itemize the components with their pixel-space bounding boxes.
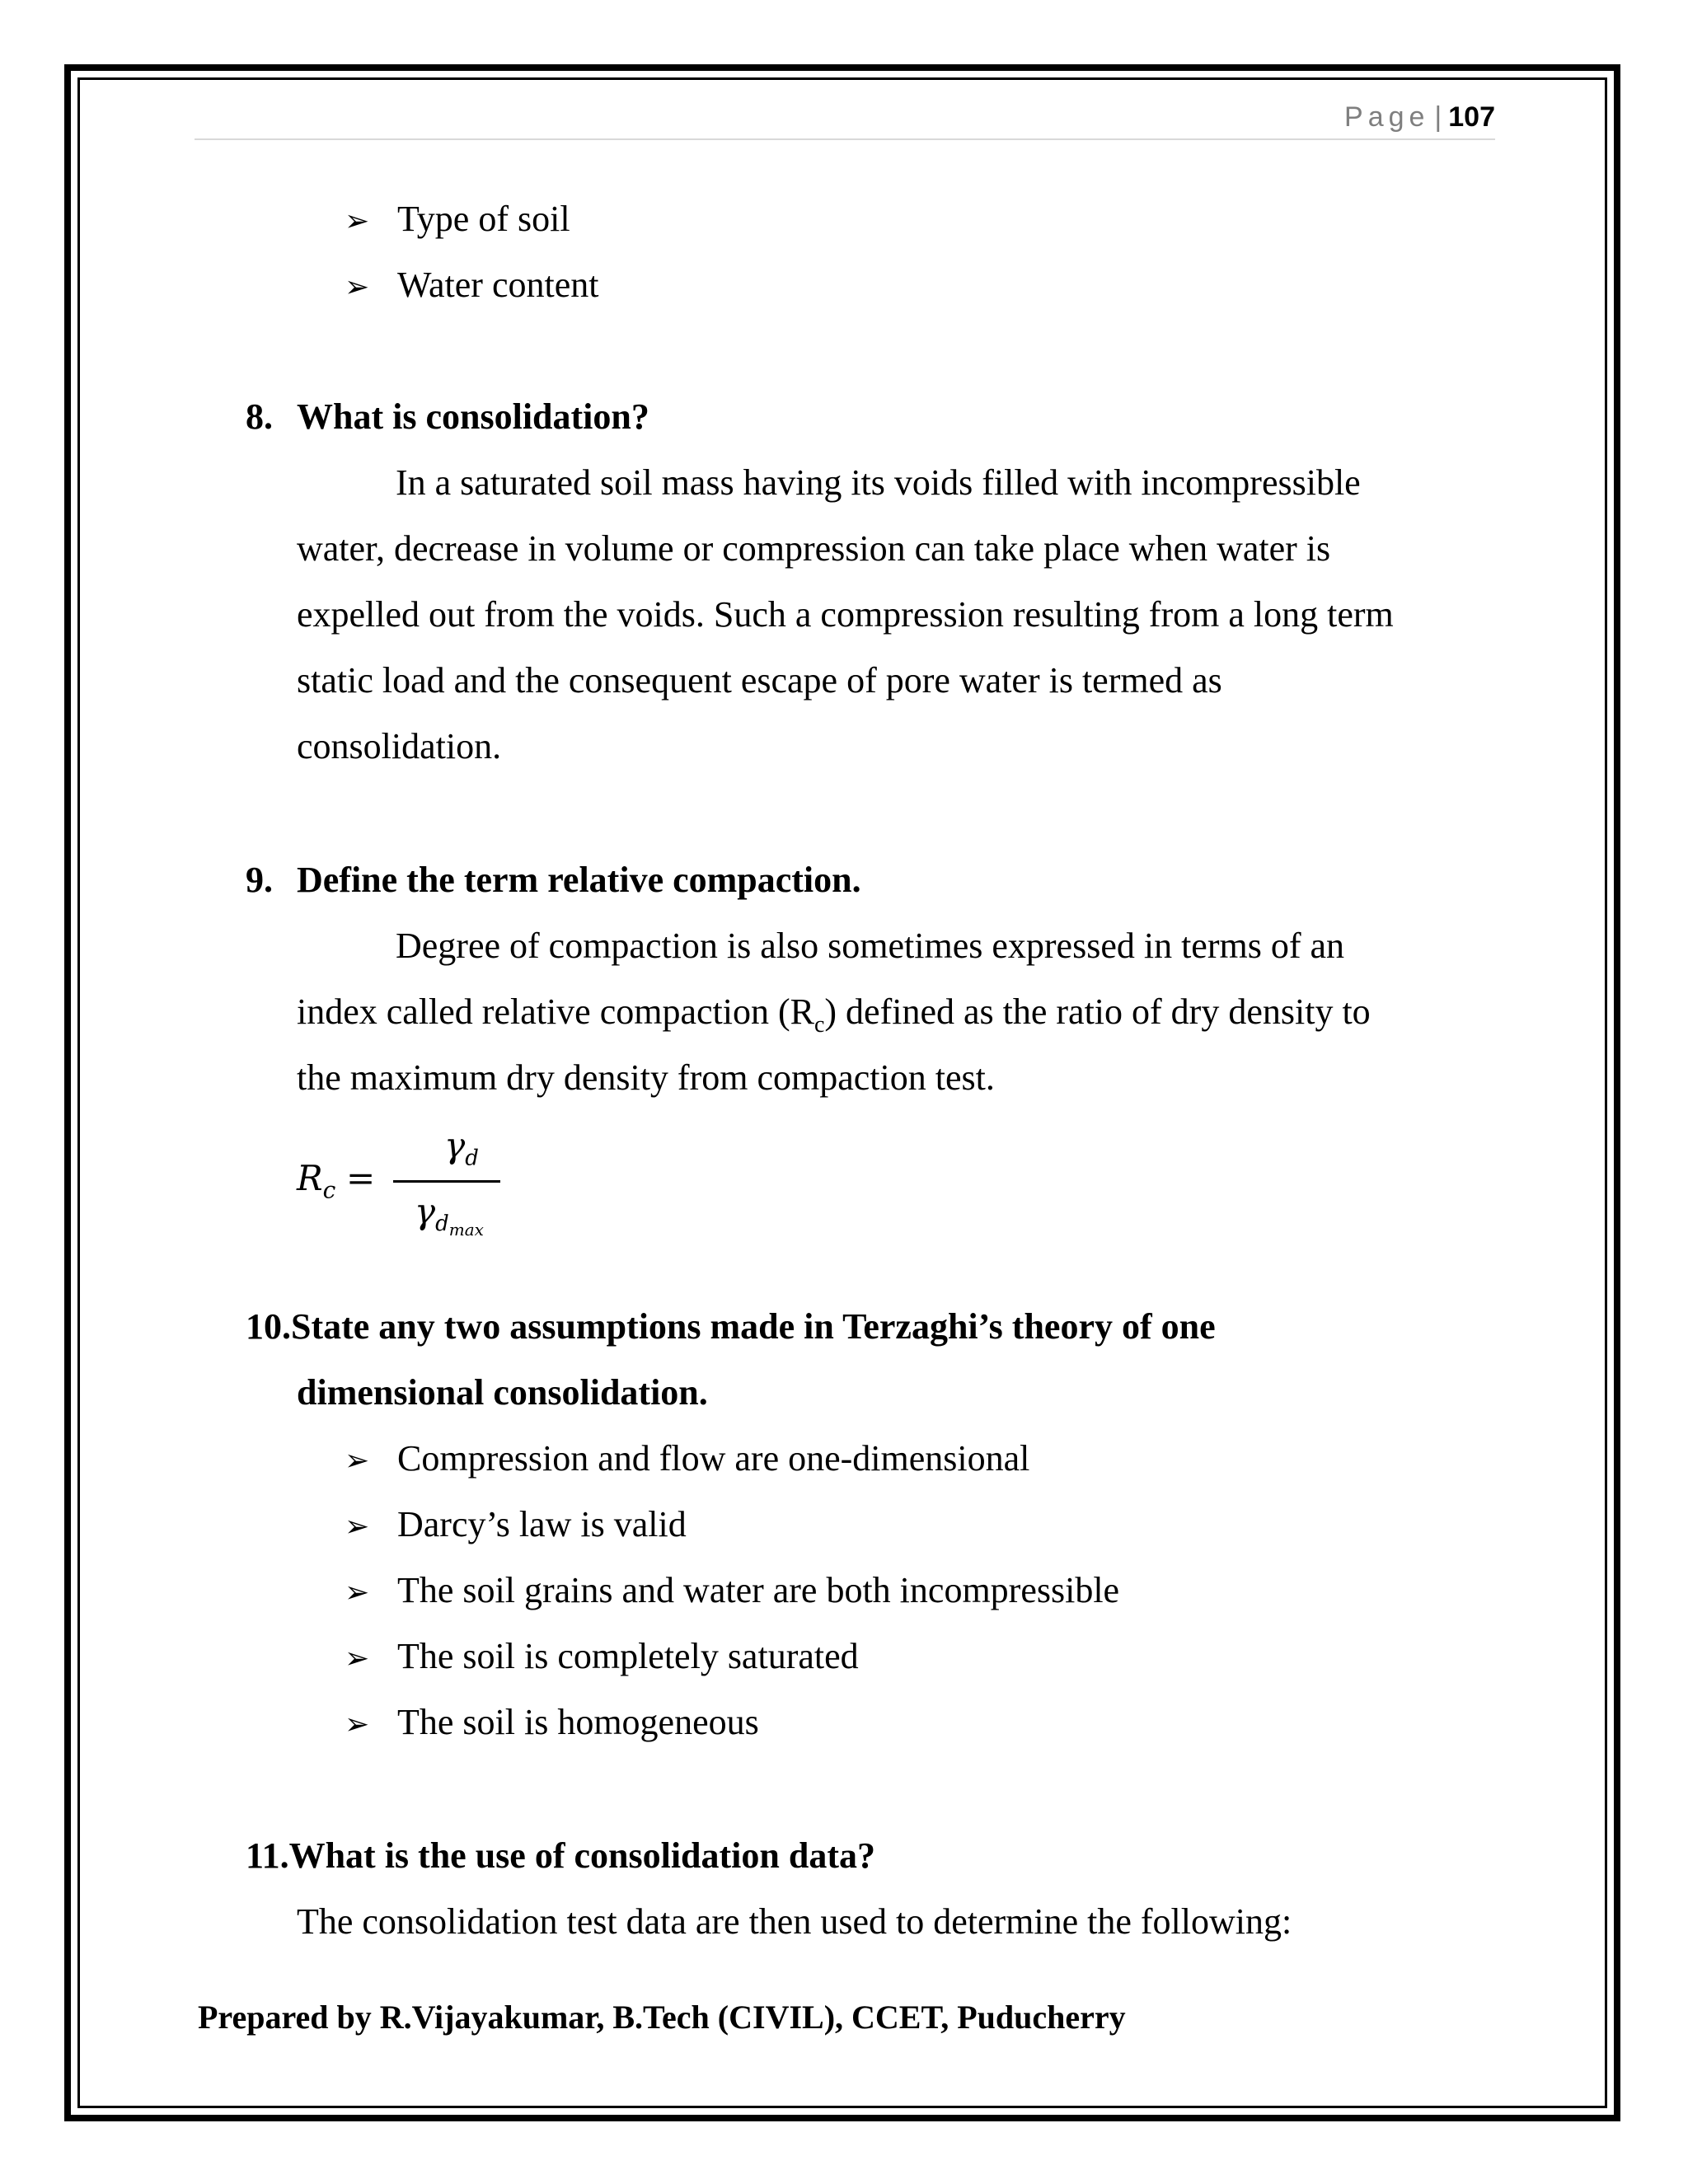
question-9-heading xyxy=(246,855,861,905)
answer-8-line-3: expelled out from the voids. Such a compression resulting from a long term xyxy=(297,594,1394,635)
arrowhead-bullet-icon: ➢ xyxy=(345,1708,370,1741)
arrowhead-bullet-icon: ➢ xyxy=(345,270,370,304)
list-item xyxy=(345,1500,687,1552)
answer-11-line-1: The consolidation test data are then used to determine the following: xyxy=(297,1901,1292,1942)
list-item-text: Type of soil xyxy=(397,199,570,239)
answer-8-line-4: static load and the consequent escape of pore water is termed as xyxy=(297,660,1222,701)
answer-8-line-5: consolidation. xyxy=(297,726,502,766)
list-item-text: Darcy’s law is valid xyxy=(397,1504,687,1544)
page-number-label xyxy=(1344,101,1495,134)
arrowhead-bullet-icon: ➢ xyxy=(345,1576,370,1610)
page-word: Page xyxy=(1344,101,1430,133)
answer-8-line-1: In a saturated soil mass having its voids filled with incompressible xyxy=(396,462,1361,503)
formula-subsubscript: max xyxy=(448,1220,484,1240)
answer-9-line-2 xyxy=(297,987,1371,1050)
list-item-text: Compression and flow are one-dimensional xyxy=(397,1438,1030,1479)
question-text: Define the term relative compaction. xyxy=(297,860,861,900)
question-8-heading xyxy=(246,392,649,442)
answer-9-line-3: the maximum dry density from compaction test. xyxy=(297,1057,995,1098)
arrowhead-bullet-icon: ➢ xyxy=(345,1642,370,1675)
formula-symbol: γ xyxy=(415,1191,436,1231)
answer-text: ) defined as the ratio of dry density to xyxy=(824,991,1371,1032)
list-item-text: The soil is homogeneous xyxy=(397,1702,759,1742)
page-separator: | xyxy=(1434,101,1442,133)
list-item xyxy=(345,260,598,312)
fraction-bar xyxy=(393,1180,500,1183)
list-item xyxy=(345,194,570,246)
list-item xyxy=(345,1698,759,1750)
answer-8-line-2: water, decrease in volume or compression can take place when water is xyxy=(297,528,1331,569)
question-number: 9. xyxy=(246,860,273,900)
formula-subscript: c xyxy=(322,1176,336,1204)
formula-subscript: d xyxy=(465,1146,479,1171)
formula-subscript-text: d xyxy=(435,1212,449,1237)
list-item xyxy=(345,1434,1029,1486)
question-11-heading xyxy=(246,1831,875,1881)
question-number: 10. xyxy=(246,1306,291,1347)
list-item-text: The soil grains and water are both incompressible xyxy=(397,1570,1120,1610)
question-number: 11. xyxy=(246,1835,289,1876)
formula-subscript xyxy=(435,1212,484,1240)
relative-compaction-formula xyxy=(297,1121,511,1244)
formula-symbol: γ xyxy=(444,1125,466,1165)
question-text: State any two assumptions made in Terzaghi’s theory of one xyxy=(291,1306,1216,1347)
arrowhead-bullet-icon: ➢ xyxy=(345,204,370,238)
answer-9-line-1: Degree of compaction is also sometimes expressed in terms of an xyxy=(396,926,1345,966)
formula-numerator xyxy=(416,1121,507,1183)
list-item-text: The soil is completely saturated xyxy=(397,1636,859,1676)
page-footer: Prepared by R.Vijayakumar, B.Tech (CIVIL), CCET, Puducherry xyxy=(198,1999,1126,2036)
list-item xyxy=(345,1566,1119,1618)
formula-lhs xyxy=(297,1154,335,1215)
question-10-line-2: dimensional consolidation. xyxy=(297,1372,708,1413)
answer-text: index called relative compaction (R xyxy=(297,991,814,1032)
page-header xyxy=(195,97,1495,140)
page-number: 107 xyxy=(1448,101,1495,133)
subscript: c xyxy=(814,1011,825,1038)
arrowhead-bullet-icon: ➢ xyxy=(345,1444,370,1478)
formula-equals: = xyxy=(346,1158,376,1198)
question-number: 8. xyxy=(246,396,273,437)
question-10-heading xyxy=(246,1302,1216,1352)
arrowhead-bullet-icon: ➢ xyxy=(345,1510,370,1544)
formula-denominator xyxy=(392,1187,507,1255)
question-text: What is the use of consolidation data? xyxy=(288,1835,875,1876)
question-text: What is consolidation? xyxy=(297,396,649,437)
list-item-text: Water content xyxy=(397,265,599,305)
formula-symbol: R xyxy=(297,1158,323,1198)
list-item xyxy=(345,1632,859,1684)
